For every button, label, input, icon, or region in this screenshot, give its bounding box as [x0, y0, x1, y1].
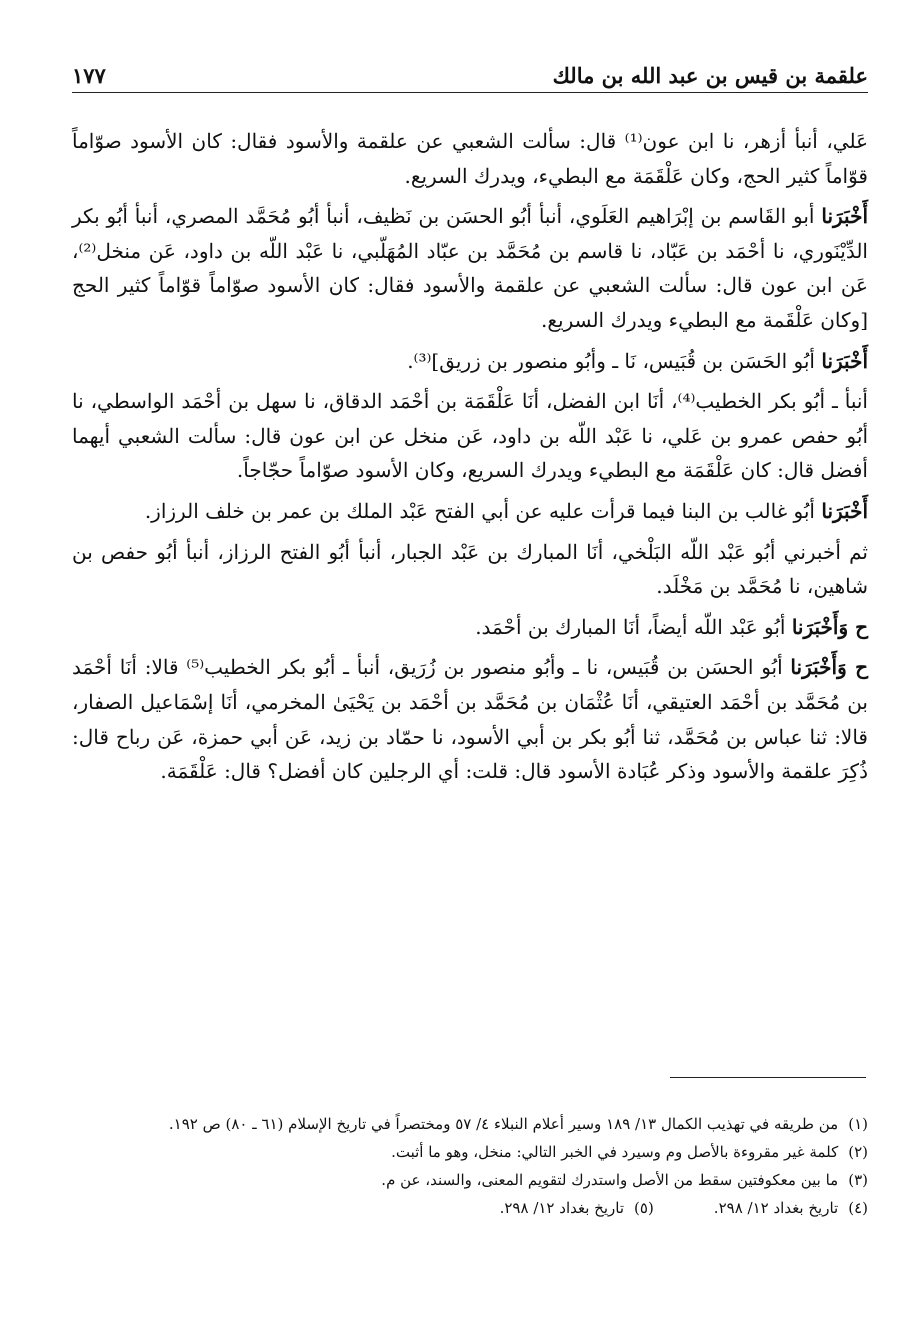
- footnote-number: (٥): [634, 1199, 654, 1217]
- footnote-number: (٣): [848, 1171, 868, 1189]
- page-number: ١٧٧: [72, 63, 106, 88]
- footnote: [72, 1110, 868, 1138]
- paragraph: أَخْبَرَنا أبُو الحَسَن بن قُبَيس، نَا ـ وأبُو منصور بن زريق]⁽³⁾.: [407, 348, 868, 373]
- footnote-number: (١): [848, 1115, 868, 1133]
- footnote: [714, 1194, 868, 1222]
- footnote: [500, 1194, 654, 1222]
- footnote-text: ما بين معكوفتين سقط من الأصل واستدرك لتقويم المعنى، والسند، عن م.: [381, 1171, 839, 1189]
- paragraph: أنبأ ـ أبُو بكر الخطيب⁽⁴⁾، أنَا ابن الفضل، أنَا عَلْقَمَة بن أحْمَد الدقاق، نا سهل بن أحْمَد الواسطي، نا أبُو حفص عمرو بن عَلي، نا عَبْد اللّه بن داود، عَن منخل عن ابن عون قال: سألت الشعبي أيهما أفضل قال: كان عَلْقَمَة مع البطيء ويدرك السريع، وكان الأسود صوّاماً حجّاجاً.: [72, 389, 868, 483]
- footnote-row: [72, 1194, 868, 1222]
- paragraph: ثم أخبرني أبُو عَبْد اللّه البَلْخي، أنَا المبارك بن عَبْد الجبار، أنبأ أبُو الفتح الرزاز، أنبأ أبُو حفص بن شاهين، نا مُحَمَّد بن مَخْلَد.: [72, 539, 868, 599]
- footnote: [72, 1138, 868, 1166]
- paragraph: أَخْبَرَنا أبو القَاسم بن إبْرَاهيم العَلَوي، أنبأ أبُو الحسَن بن نَظيف، أنبأ أبُو مُحَمَّد المصري، أنبأ أبُو بكر الدِّيْنَوري، نا أحْمَد بن عَبّاد، نا قاسم بن مُحَمَّد بن عبّاد المُهَلّبي، نا عَبْد اللّه بن داود، عَن منخل⁽²⁾، عَن ابن عون قال: سألت الشعبي عن علقمة والأسود فقال: كان الأسود صوّاماً قوّاماً كثير الحج [وكان عَلْقَمة مع البطيء ويدرك السريع.: [72, 204, 868, 332]
- footnote-text: كلمة غير مقروءة بالأصل وم وسيرد في الخبر التالي: منخل، وهو ما أثبت.: [391, 1143, 839, 1161]
- footnote-text: تاريخ بغداد ١٢/ ٢٩٨.: [713, 1199, 839, 1217]
- paragraph: عَلي، أنبأ أزهر، نا ابن عون⁽¹⁾ قال: سألت الشعبي عن علقمة والأسود فقال: كان الأسود صوّاماً قوّاماً كثير الحج، وكان عَلْقَمَة مع البطيء، ويدرك السريع.: [72, 129, 869, 188]
- akhbarana-lead: أَخْبَرَنا: [821, 498, 868, 523]
- footnote-divider: [670, 1077, 866, 1078]
- footnotes: [72, 1110, 868, 1222]
- akhbarana-lead: أَخْبَرَنا: [821, 348, 868, 373]
- footnote-number: (٤): [848, 1199, 868, 1217]
- page-header: [72, 58, 868, 93]
- footnote-number: (٢): [848, 1143, 868, 1161]
- running-head: علقمة بن قيس بن عبد الله بن مالك: [552, 63, 868, 88]
- akhbarana-lead: أَخْبَرَنا: [821, 204, 868, 229]
- footnote-text: تاريخ بغداد ١٢/ ٢٩٨.: [499, 1199, 625, 1217]
- akhbarana-lead: ح وَأَخْبَرَنا: [790, 655, 869, 680]
- paragraph: ح وَأَخْبَرَنا أبُو الحسَن بن قُبَيس، نا ـ وأبُو منصور بن زُرَيق، أنبأ ـ أبُو بكر الخطيب⁽⁵⁾ قالا: أنَا أحْمَد بن مُحَمَّد بن أحْمَد العتيقي، أنَا عُثْمَان بن مُحَمَّد بن أحْمَد بن يَحْيَىٰ المخرمي، أنَا إسْمَاعيل الصفار، قالا: ثنا عباس بن مُحَمَّد، ثنا أبُو بكر بن أبي الأسود، نا حمّاد بن زيد، عَن أبي حمزة، عَن رباح قال: ذُكِرَ علقمة والأسود وذكر عُبَادة الأسود قال: قلت: أي الرجلين كان أفضل؟ قال: عَلْقَمَة.: [72, 655, 869, 784]
- akhbarana-lead: ح وَأَخْبَرَنا: [791, 614, 868, 639]
- main-text: [72, 124, 868, 795]
- footnote-text: من طريقه في تهذيب الكمال ١٣/ ١٨٩ وسير أعلام النبلاء ٤/ ٥٧ ومختصراً في تاريخ الإسلام (٦١ ـ ٨٠) ص ١٩٢.: [168, 1115, 839, 1133]
- paragraph: أَخْبَرَنا أبُو غالب بن البنا فيما قرأت عليه عن أبي الفتح عَبْد الملك بن عمر بن خلف الرزاز.: [144, 498, 868, 523]
- paragraph: ح وَأَخْبَرَنا أبُو عَبْد اللّه أيضاً، أنَا المبارك بن أحْمَد.: [475, 614, 868, 639]
- footnote: [72, 1166, 868, 1194]
